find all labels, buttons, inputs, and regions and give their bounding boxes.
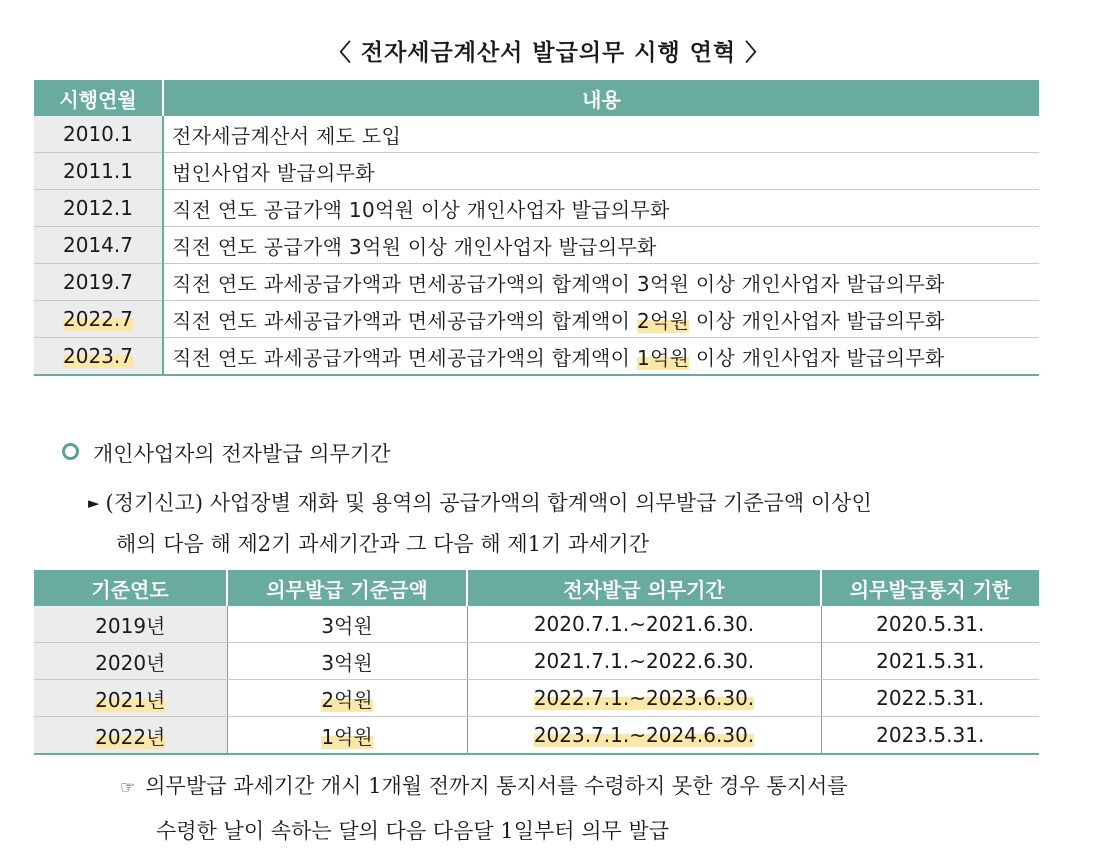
paragraph-line: 해의 다음 해 제2기 과세기간과 그 다음 해 제1기 과세기간 xyxy=(116,532,650,556)
header-date: 시행연월 xyxy=(34,80,163,116)
table-row xyxy=(34,301,1039,338)
header-period: 전자발급 의무기간 xyxy=(467,570,821,606)
content-text: 직전 연도 과세공급가액과 면세공급가액의 합계액이 xyxy=(172,308,637,333)
content-text: 직전 연도 과세공급가액과 면세공급가액의 합계액이 xyxy=(172,345,637,370)
paragraph-text: (정기신고) 사업장별 재화 및 용역의 공급가액의 합계액이 의무발급 기준금액 이상인 xyxy=(105,491,872,515)
row-content: 법인사업자 발급의무화 xyxy=(163,153,1039,190)
row-date: 2010.1 xyxy=(34,116,163,153)
table-row xyxy=(34,717,1039,755)
footnote xyxy=(120,765,1050,853)
table-row xyxy=(34,680,1039,717)
highlighted-date: 2022.7 xyxy=(63,307,133,331)
row-content: 전자세금계산서 제도 도입 xyxy=(163,116,1039,153)
highlighted-year: 2022년 xyxy=(95,724,166,749)
highlighted-period: 2022.7.1.~2023.6.30. xyxy=(533,686,755,710)
deadline-cell: 2021.5.31. xyxy=(821,643,1039,680)
table-row xyxy=(34,606,1039,643)
table-row xyxy=(34,264,1039,301)
table-row xyxy=(34,153,1039,190)
row-content: 직전 연도 과세공급가액과 면세공급가액의 합계액이 3억원 이상 개인사업자 발급의무화 xyxy=(163,264,1039,301)
paragraph-line xyxy=(88,483,1048,524)
table-header-row xyxy=(34,80,1039,116)
pointing-hand-icon: ☞ xyxy=(120,778,136,798)
deadline-cell: 2020.5.31. xyxy=(821,606,1039,643)
table-row xyxy=(34,338,1039,376)
base-year-cell: 2019년 xyxy=(34,606,227,643)
period-cell xyxy=(467,680,821,717)
footnote-text: 의무발급 과세기간 개시 1개월 전까지 통지서를 수령하지 못한 경우 통지서를 xyxy=(145,774,848,798)
table-row xyxy=(34,643,1039,680)
highlighted-year: 2021년 xyxy=(95,687,166,712)
threshold-cell xyxy=(227,680,467,717)
period-cell xyxy=(467,717,821,755)
period-cell: 2020.7.1.~2021.6.30. xyxy=(467,606,821,643)
highlighted-amount: 1억원 xyxy=(321,724,373,749)
section-heading-text: 개인사업자의 전자발급 의무기간 xyxy=(93,442,391,466)
deadline-cell: 2023.5.31. xyxy=(821,717,1039,755)
header-base-year: 기준연도 xyxy=(34,570,227,606)
threshold-cell: 3억원 xyxy=(227,606,467,643)
content-text: 이상 개인사업자 발급의무화 xyxy=(689,308,945,333)
section-paragraph xyxy=(88,483,1048,565)
highlighted-amount: 2억원 xyxy=(636,308,690,333)
history-table xyxy=(34,80,1039,376)
obligation-period-table xyxy=(34,570,1039,755)
base-year-cell xyxy=(34,717,227,755)
table-header-row xyxy=(34,570,1039,606)
base-year-cell: 2020년 xyxy=(34,643,227,680)
section-heading xyxy=(62,438,390,468)
threshold-cell: 3억원 xyxy=(227,643,467,680)
highlighted-date: 2023.7 xyxy=(63,344,133,368)
highlighted-amount: 1억원 xyxy=(636,345,690,370)
row-date: 2014.7 xyxy=(34,227,163,264)
footnote-line: 수령한 날이 속하는 달의 다음 다음달 1일부터 의무 발급 xyxy=(156,819,670,843)
footnote-line xyxy=(120,765,1050,810)
deadline-cell: 2022.5.31. xyxy=(821,680,1039,717)
table-row xyxy=(34,116,1039,153)
row-date: 2012.1 xyxy=(34,190,163,227)
row-date xyxy=(34,338,163,376)
row-content: 직전 연도 공급가액 3억원 이상 개인사업자 발급의무화 xyxy=(163,227,1039,264)
row-date: 2011.1 xyxy=(34,153,163,190)
header-threshold: 의무발급 기준금액 xyxy=(227,570,467,606)
period-cell: 2021.7.1.~2022.6.30. xyxy=(467,643,821,680)
row-content: 직전 연도 공급가액 10억원 이상 개인사업자 발급의무화 xyxy=(163,190,1039,227)
threshold-cell xyxy=(227,717,467,755)
table-row xyxy=(34,190,1039,227)
header-notice-deadline: 의무발급통지 기한 xyxy=(821,570,1039,606)
row-content xyxy=(163,301,1039,338)
row-date xyxy=(34,301,163,338)
highlighted-amount: 2억원 xyxy=(321,687,373,712)
triangle-bullet-icon: ► xyxy=(88,494,100,512)
circle-bullet-icon xyxy=(62,443,79,460)
row-date: 2019.7 xyxy=(34,264,163,301)
highlighted-period: 2023.7.1.~2024.6.30. xyxy=(533,723,755,747)
table-row xyxy=(34,227,1039,264)
page-title: 〈 전자세금계산서 발급의무 시행 연혁 〉 xyxy=(327,40,770,66)
base-year-cell xyxy=(34,680,227,717)
content-text: 이상 개인사업자 발급의무화 xyxy=(689,345,945,370)
row-content xyxy=(163,338,1039,376)
header-content: 내용 xyxy=(163,80,1039,116)
